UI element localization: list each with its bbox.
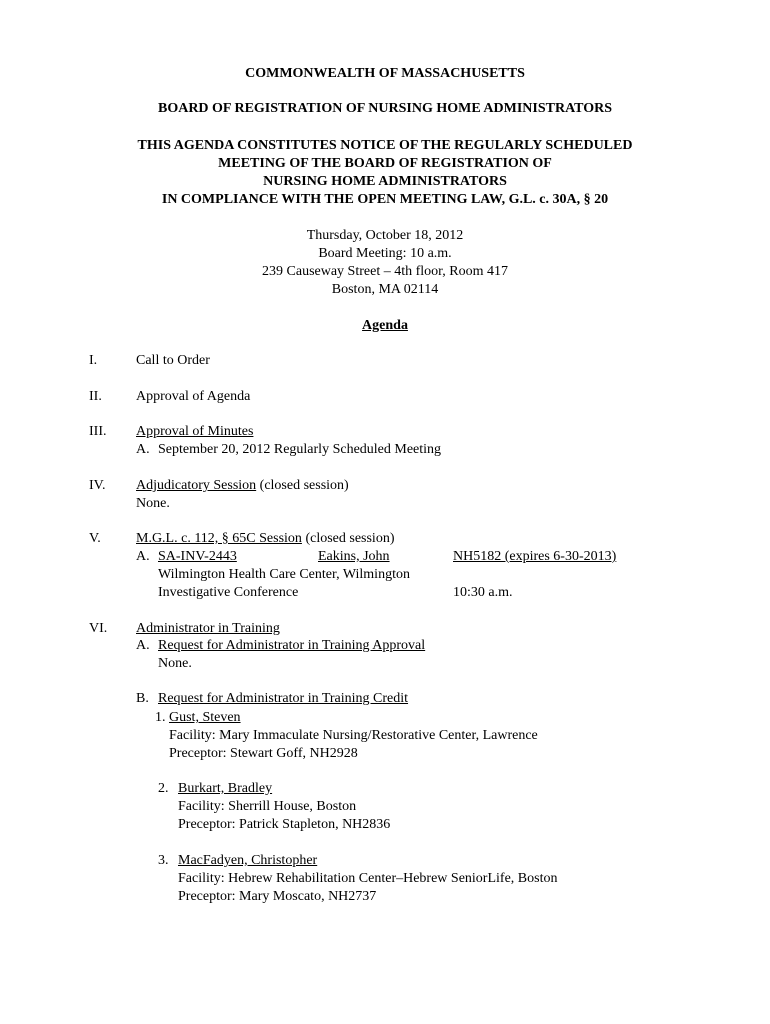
item-iv-title: Adjudicatory Session	[136, 478, 257, 493]
entry-1-number: 1.	[155, 710, 166, 725]
item-v-title: M.G.L. c. 112, § 65C Session	[136, 531, 302, 546]
item-v-license: NH5182 (expires 6-30-2013)	[453, 549, 617, 564]
item-v-suffix: (closed session)	[301, 531, 395, 546]
item-vi-title: Administrator in Training	[136, 621, 280, 636]
item-vi-a-label: A.	[136, 638, 150, 653]
entry-3-preceptor: Preceptor: Mary Moscato, NH2737	[178, 889, 377, 904]
item-iv-suffix: (closed session)	[256, 478, 349, 493]
item-vi-a-title: Request for Administrator in Training Approval	[158, 638, 426, 653]
entry-1-name: Gust, Steven	[169, 710, 241, 725]
item-vi-b-title: Request for Administrator in Training Credit	[158, 691, 409, 706]
notice-line-2: MEETING OF THE BOARD OF REGISTRATION OF	[218, 156, 552, 171]
entry-3-name: MacFadyen, Christopher	[178, 853, 318, 868]
item-iii-number: III.	[89, 424, 107, 439]
item-vi-a-note: None.	[158, 656, 192, 671]
item-ii-title: Approval of Agenda	[136, 389, 251, 404]
entry-3-number: 3.	[158, 853, 169, 868]
notice-line-1: THIS AGENDA CONSTITUTES NOTICE OF THE REGULARLY SCHEDULED	[137, 138, 633, 153]
item-i-number: I.	[89, 353, 98, 368]
meeting-time: Board Meeting: 10 a.m.	[318, 246, 452, 261]
item-iii-title: Approval of Minutes	[136, 424, 254, 439]
item-iv-note: None.	[136, 496, 170, 511]
item-v-conference-type: Investigative Conference	[158, 585, 299, 600]
item-vi-number: VI.	[89, 621, 108, 636]
agenda-title: Agenda	[362, 318, 408, 333]
entry-1-preceptor: Preceptor: Stewart Goff, NH2928	[169, 746, 358, 761]
entry-2-number: 2.	[158, 781, 169, 796]
item-v-respondent: Eakins, John	[318, 549, 390, 564]
item-vi-b-label: B.	[136, 691, 149, 706]
entry-3-facility: Facility: Hebrew Rehabilitation Center–Hebrew SeniorLife, Boston	[178, 871, 558, 886]
item-v-time: 10:30 a.m.	[453, 585, 513, 600]
item-v-heading	[136, 530, 394, 548]
item-v-a-label: A.	[136, 549, 150, 564]
item-iii-a-label: A.	[136, 442, 150, 457]
header-board: BOARD OF REGISTRATION OF NURSING HOME ADMINISTRATORS	[157, 101, 613, 116]
notice-line-3: NURSING HOME ADMINISTRATORS	[263, 174, 507, 189]
item-iv-number: IV.	[89, 478, 106, 493]
item-v-number: V.	[89, 531, 101, 546]
entry-2-facility: Facility: Sherrill House, Boston	[178, 799, 357, 814]
item-v-case-number: SA-INV-2443	[158, 549, 237, 564]
item-iii-a-text: September 20, 2012 Regularly Scheduled Meeting	[158, 442, 442, 457]
item-v-facility: Wilmington Health Care Center, Wilmington	[158, 567, 410, 582]
entry-1-facility: Facility: Mary Immaculate Nursing/Restorative Center, Lawrence	[169, 728, 538, 743]
notice-line-4: IN COMPLIANCE WITH THE OPEN MEETING LAW, G.L. c. 30A, § 20	[161, 192, 609, 207]
item-i-title: Call to Order	[136, 353, 210, 368]
item-ii-number: II.	[89, 389, 102, 404]
item-iv-heading	[136, 477, 349, 495]
meeting-date: Thursday, October 18, 2012	[306, 228, 464, 243]
entry-2-preceptor: Preceptor: Patrick Stapleton, NH2836	[178, 817, 391, 832]
meeting-address: 239 Causeway Street – 4th floor, Room 417	[262, 264, 508, 279]
meeting-city: Boston, MA 02114	[331, 282, 439, 297]
header-commonwealth: COMMONWEALTH OF MASSACHUSETTS	[245, 66, 525, 81]
entry-2-name: Burkart, Bradley	[178, 781, 273, 796]
